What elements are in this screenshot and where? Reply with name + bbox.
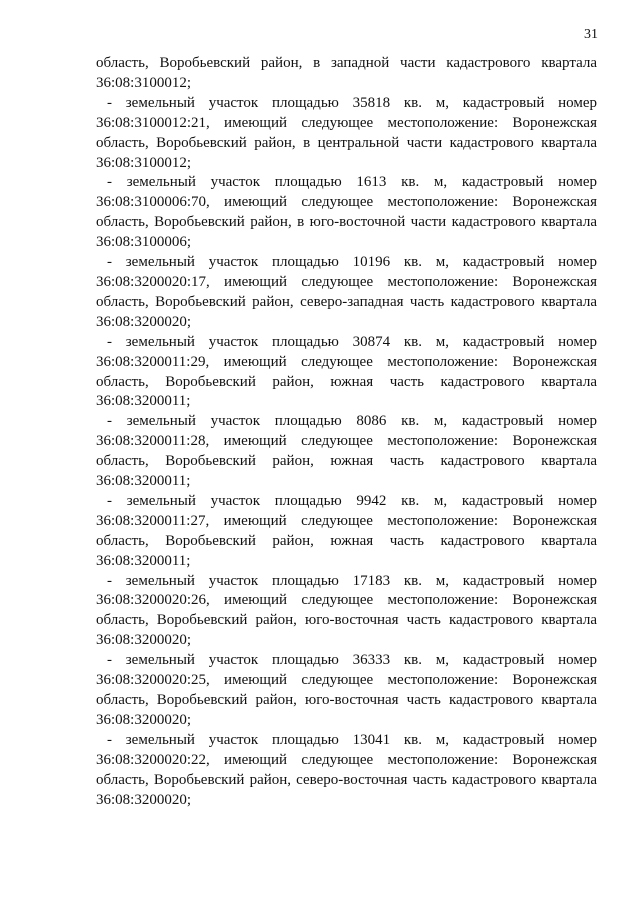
list-item: - земельный участок площадью 36333 кв. м, кадастровый номер 36:08:3200020:25, имеющий следующее местоположение: Воронежская область, Воробьевский район, юго-восточная часть кадастрового квартала 36:08:3200020; [96,652,597,728]
page-number: 31 [584,27,598,42]
list-item: - земельный участок площадью 30874 кв. м, кадастровый номер 36:08:3200011:29, имеющий следующее местоположение: Воронежская область, Воробьевский район, южная часть кадастрового квартала 36:08:3200011; [96,333,597,410]
list-item: - земельный участок площадью 1613 кв. м, кадастровый номер 36:08:3100006:70, имеющий следующее местоположение: Воронежская область, Воробьевский район, в юго-восточной части кадастрового квартала 36:08:3100006; [96,174,597,251]
list-item: - земельный участок площадью 13041 кв. м, кадастровый номер 36:08:3200020:22, имеющий следующее местоположение: Воронежская область, Воробьевский район, северо-восточная часть кадастрового квартала 36:08:3200020; [96,731,597,808]
document-body [96,54,597,810]
paragraph-continuation: область, Воробьевский район, в западной части кадастрового квартала 36:08:3100012; [96,55,597,91]
list-item: - земельный участок площадью 8086 кв. м, кадастровый номер 36:08:3200011:28, имеющий следующее местоположение: Воронежская область, Воробьевский район, южная часть кадастрового квартала 36:08:3200011; [96,413,597,490]
list-item: - земельный участок площадью 10196 кв. м, кадастровый номер 36:08:3200020:17, имеющий следующее местоположение: Воронежская область, Воробьевский район, северо-западная часть кадастрового квартала 36:08:3200020; [96,254,597,330]
list-item: - земельный участок площадью 9942 кв. м, кадастровый номер 36:08:3200011:27, имеющий следующее местоположение: Воронежская область, Воробьевский район, южная часть кадастрового квартала 36:08:3200011; [96,492,597,569]
list-item: - земельный участок площадью 35818 кв. м, кадастровый номер 36:08:3100012:21, имеющий следующее местоположение: Воронежская область, Воробьевский район, в центральной части кадастрового квартала 36:08:3100012; [96,94,597,171]
list-item: - земельный участок площадью 17183 кв. м, кадастровый номер 36:08:3200020:26, имеющий следующее местоположение: Воронежская область, Воробьевский район, юго-восточная часть кадастрового квартала 36:08:3200020; [96,572,597,649]
